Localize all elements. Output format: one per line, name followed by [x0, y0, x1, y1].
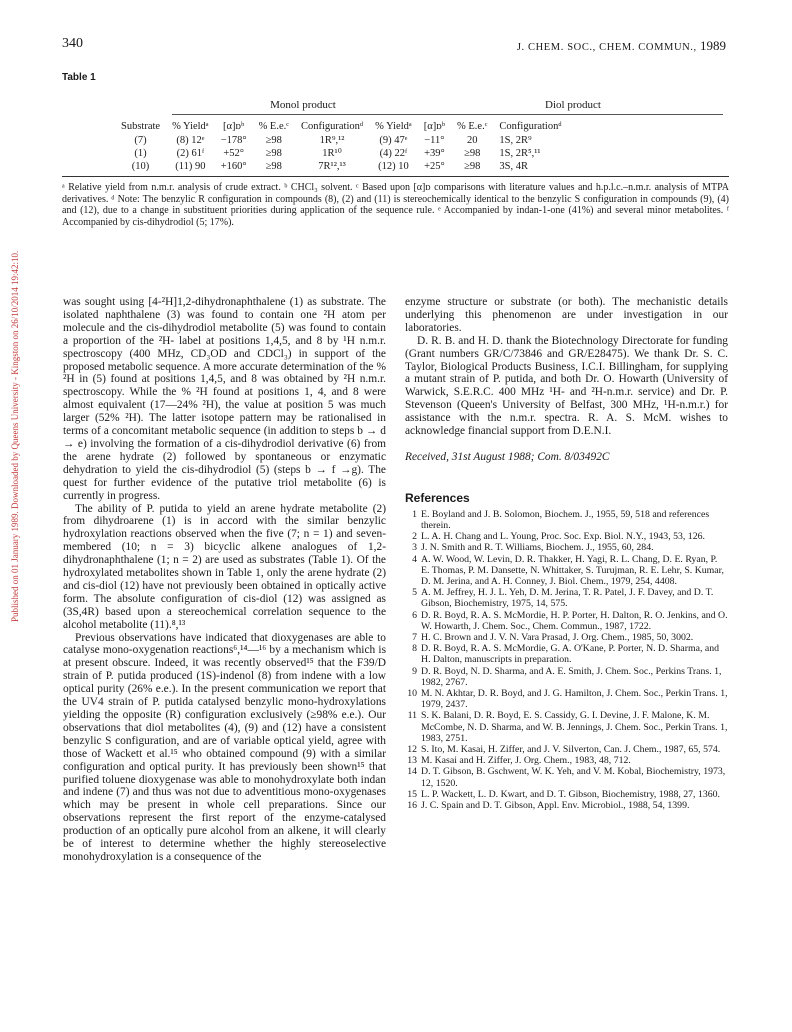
column-header: % Yieldᵃ	[172, 120, 209, 132]
reference-item	[405, 744, 728, 755]
reference-item	[405, 531, 728, 542]
column-header: % E.e.ᶜ	[258, 120, 289, 132]
table-row	[115, 160, 568, 173]
data-table	[115, 118, 568, 173]
column-header: Configurationᵈ	[300, 120, 364, 132]
reference-text: D. T. Gibson, B. Gschwent, W. K. Yeh, and V. M. Kobal, Biochemistry, 1973, 12, 1520.	[421, 766, 726, 789]
reference-text: A. M. Jeffrey, H. J. L. Yeh, D. M. Jerina, T. R. Patel, J. F. Davey, and D. T. Gibson, Biochemistry, 1975, 14, 575.	[421, 587, 714, 610]
group-header-diol: Diol product	[545, 99, 601, 111]
table-cell: 1S, 2R⁵,¹¹	[499, 148, 541, 159]
column-header: % Yieldᵃ	[375, 120, 412, 132]
group-rule-diol	[433, 114, 723, 115]
reference-number: 3	[412, 542, 417, 554]
table-caption: Table 1	[62, 72, 96, 83]
table-cell: 1R⁹,¹²	[319, 135, 345, 146]
column-header: [α]ᴅᵇ	[423, 120, 446, 132]
reference-number: 15	[407, 788, 417, 800]
reference-text: D. R. Boyd, R. A. S. McMordie, H. P. Porter, H. Dalton, R. O. Jenkins, and O. W. Howarth, J. Chem. Soc., Chem. Commun., 1987, 1722.	[421, 609, 728, 632]
reference-text: S. Ito, M. Kasai, H. Ziffer, and J. V. Silverton, Can. J. Chem., 1987, 65, 574.	[421, 744, 721, 756]
reference-item	[405, 542, 728, 553]
table-cell: (7)	[134, 135, 147, 146]
table-cell: ≥98	[265, 135, 282, 146]
right-column	[405, 296, 728, 811]
reference-number: 9	[412, 665, 417, 677]
reference-number: 4	[412, 553, 417, 565]
table-cell: 20	[466, 135, 478, 146]
reference-text: J. N. Smith and R. T. Williams, Biochem. J., 1955, 60, 284.	[421, 542, 654, 554]
group-header-monol: Monol product	[270, 99, 336, 111]
reference-item	[405, 710, 728, 744]
reference-text: L. A. H. Chang and L. Young, Proc. Soc. Exp. Biol. N.Y., 1943, 53, 126.	[421, 531, 705, 543]
table-cell: ≥98	[464, 161, 481, 172]
reference-number: 13	[407, 755, 417, 767]
acknowledgements: D. R. B. and H. D. thank the Biotechnology Directorate for funding (Grant numbers GR/C/73846 and GR/E28475). We thank Dr. S. C. Taylor, Biological Products Business, I.C.I. Billingham, for supplying a mutant strain of P. putida, and both Dr. O. Howarth (University of Warwick, S.E.R.C. 400 MHz ¹H- and ²H-n.m.r. service) and Dr. P. Stevenson (Queen's University of Belfast, 300 MHz, ¹H-n.m.r.) for assistance with the n.m.r. spectra. R. A. S. McM. wishes to acknowledge financial support from D.E.N.I.	[405, 334, 728, 438]
body-paragraph: enzyme structure or substrate (or both). The mechanistic details underlying this phenomenon are under investigation in our laboratories.	[405, 296, 728, 334]
group-rule-monol	[172, 114, 434, 115]
table-cell: +25°	[424, 161, 445, 172]
reference-text: H. C. Brown and J. V. N. Vara Prasad, J. Org. Chem., 1985, 50, 3002.	[421, 632, 694, 644]
table-cell: (8) 12ᵉ	[176, 135, 205, 146]
body-paragraph: was sought using [4-²H]1,2-dihydronaphthalene (1) as substrate. The isolated naphthalene (3) was found to contain one ²H atom per molecule and the cis-dihydrodiol metabolite (5) was found to contain a proportion of the ²H- label at positions 1,4,5, and 8 by ¹H n.m.r. spectroscopy (400 MHz, CD₃OD and CDCl₃) in support of the proposed metabolic sequence. A more accurate determination of the % ²H in (5) found at positions 1,4,5, and 8 was obtained by ²H n.m.r. spectroscopy. While the % ²H found at positions 1, 4, and 8 were almost equivalent (17—24% ²H), the value at position 5 was much larger (52% ²H). The latter isotope pattern may be rationalised in terms of a concomitant metabolic sequence (in addition to steps b → d → e) involving the formation of a cis-dihydrodiol derivative (6) from the arene hydrate (2) followed by spontaneous or enzymatic dehydration to yield the cis-dihydrodiol (5) (steps b → f →g). The quest for further evidence of the putative triol metabolite (6) is currently in progress.	[63, 296, 386, 502]
table-cell: (2) 61ᶠ	[176, 148, 205, 159]
column-header: Configurationᵈ	[499, 120, 562, 132]
column-header: Substrate	[121, 120, 161, 132]
reference-list	[405, 509, 728, 811]
table-cell: 7R¹²,¹³	[318, 161, 346, 172]
reference-number: 16	[407, 800, 417, 812]
reference-text: M. N. Akhtar, D. R. Boyd, and J. G. Hamilton, J. Chem. Soc., Perkin Trans. 1, 1979, 2437.	[421, 688, 728, 711]
reference-item	[405, 800, 728, 811]
reference-item	[405, 587, 728, 609]
reference-item	[405, 789, 728, 800]
provenance-text: Published on 01 January 1989. Downloaded by Queens University - Kingston on 26/10/2014 19:42:10.	[10, 250, 20, 622]
reference-text: A. W. Wood, W. Levin, D. R. Thakker, H. Yagi, R. L. Chang, D. E. Ryan, P. E. Thomas, P. M. Dansette, N. Whittaker, S. Turujman, R. E. Lehr, S. Kumar, D. M. Jerina, and A. H. Conney, J. Biol. Chem., 1979, 254, 4408.	[421, 553, 724, 587]
running-head	[517, 38, 726, 54]
reference-number: 7	[412, 632, 417, 644]
reference-text: L. P. Wackett, L. D. Kwart, and D. T. Gibson, Biochemistry, 1988, 27, 1360.	[421, 788, 720, 800]
journal-name: J. CHEM. SOC., CHEM. COMMUN.,	[516, 42, 697, 53]
reference-number: 8	[412, 643, 417, 655]
received-date: Received, 31st August 1988; Com. 8/03492C	[405, 450, 610, 463]
reference-text: M. Kasai and H. Ziffer, J. Org. Chem., 1983, 48, 712.	[421, 755, 631, 767]
reference-item	[405, 688, 728, 710]
table-cell: 1S, 2R⁹	[499, 135, 532, 146]
table-cell: ≥98	[464, 148, 481, 159]
table-cell: (1)	[134, 148, 147, 159]
reference-number: 10	[407, 688, 417, 700]
table-cell: (4) 22ᶠ	[379, 148, 408, 159]
table-bottom-rule	[62, 176, 729, 177]
reference-number: 11	[407, 710, 417, 722]
references-heading: References	[405, 490, 470, 505]
reference-number: 12	[407, 744, 417, 756]
reference-item	[405, 643, 728, 665]
reference-text: E. Boyland and J. B. Solomon, Biochem. J., 1955, 59, 518 and references therein.	[421, 508, 710, 531]
provenance-sidebar	[10, 122, 20, 622]
table-row	[115, 134, 568, 147]
table-cell: 3S, 4R	[499, 161, 528, 172]
reference-item	[405, 666, 728, 688]
table-cell: +160°	[220, 161, 247, 172]
table-cell: −178°	[220, 135, 247, 146]
column-header: % E.e.ᶜ	[457, 120, 488, 132]
reference-text: D. R. Boyd, N. D. Sharma, and A. E. Smith, J. Chem. Soc., Perkins Trans. 1, 1982, 2767.	[421, 665, 722, 688]
reference-item	[405, 610, 728, 632]
table-cell: ≥98	[265, 148, 282, 159]
table-cell: (12) 10	[378, 161, 409, 172]
table-header-row	[115, 118, 568, 134]
body-paragraph: The ability of P. putida to yield an arene hydrate metabolite (2) from dihydroarene (1) is in accord with the similar benzylic hydroxylation reactions observed when the five (7; n = 1) and seven-membered (10; n = 3) bicyclic alkene analogues of 1,2-dihydronaphthalene (1; n = 2) are used as substrates (Table 1). Of the hydroxylated metabolites shown in Table 1, only the arene hydrate (2) and cis-diol (12) have not previously been obtained in optically active form. The absolute configuration of cis-diol (12) was assigned as (3S,4R) based upon a stereochemical correlation sequence to the alcohol metabolite (11).⁸,¹³	[63, 502, 386, 631]
page-number: 340	[62, 36, 83, 51]
table-cell: (11) 90	[175, 161, 206, 172]
reference-text: D. R. Boyd, R. A. S. McMordie, G. A. O'Kane, P. Porter, N. D. Sharma, and H. Dalton, manuscripts in preparation.	[421, 643, 719, 666]
table-cell: (9) 47ᵉ	[379, 135, 408, 146]
left-column	[63, 296, 386, 864]
reference-text: J. C. Spain and D. T. Gibson, Appl. Env. Microbiol., 1988, 54, 1399.	[421, 800, 690, 812]
body-paragraph: Previous observations have indicated that dioxygenases are able to catalyse mono-oxygenation reactions⁶,¹⁴—¹⁶ by a mechanism which is at present obscure. Indeed, it was recently observed¹⁵ that the F39/D strain of P. putida produced (1S)-indenol (8) from indene with a low optical purity (26% e.e.). In the present communication we report that the UV4 strain of P. putida catalysed benzylic mono-hydroxylations yielding the opposite (R) configuration exclusively (≥98% e.e.). Our observations that diol metabolites (4), (9) and (12) have a consistent benzylic S configuration, and are of variable optical yield, agree with those of Wackett et al.¹⁵ who obtained compound (9) with a similar configuration and optical purity. It has previously been shown¹⁵ that purified toluene dioxygenase was able to monohydroxylate both indan and indene (7) and thus was not due to adventitious mono-oxygenases which may be present in whole cell preparations. Since our observations represent the first report of the enzyme-catalysed production of an optically pure alcohol from an alkene, it will clearly be of interest to determine whether the highly stereoselective monohydroxylation is a consequence of the	[63, 631, 386, 863]
reference-text: S. K. Balani, D. R. Boyd, E. S. Cassidy, G. I. Devine, J. F. Malone, K. M. McCombe, N. D. Sharma, and W. B. Jennings, J. Chem. Soc., Perkin Trans. 1, 1983, 2751.	[421, 710, 728, 744]
reference-number: 5	[412, 587, 417, 599]
table-row	[115, 147, 568, 160]
reference-item	[405, 755, 728, 766]
table-cell: (10)	[131, 161, 150, 172]
reference-item	[405, 632, 728, 643]
table-cell: 1R¹⁰	[322, 148, 342, 159]
journal-year: 1989	[700, 38, 726, 53]
column-header: [α]ᴅᵇ	[222, 120, 245, 132]
reference-item	[405, 766, 728, 788]
reference-item	[405, 509, 728, 531]
table-footnotes: ᵃ Relative yield from n.m.r. analysis of crude extract. ᵇ CHCl₃ solvent. ᶜ Based upon [α]ᴅ comparisons with literature values and h.p.l.c.–n.m.r. analysis of MTPA derivatives. ᵈ Note: The benzylic R configuration in compounds (8), (2) and (11) is stereochemically identical to the benzylic S configuration in compounds (9), (4) and (12), due to a change in substituent priorities during application of the sequence rule. ᵉ Accompanied by indan-1-one (41%) and several minor metabolites. ᶠ Accompanied by cis-dihydrodiol (5; 17%).	[62, 182, 729, 228]
reference-number: 14	[407, 766, 417, 778]
reference-number: 6	[412, 609, 417, 621]
reference-item	[405, 554, 728, 588]
table-cell: +39°	[424, 148, 445, 159]
table-cell: +52°	[223, 148, 244, 159]
reference-number: 1	[412, 508, 417, 520]
reference-number: 2	[412, 531, 417, 543]
table-cell: ≥98	[265, 161, 282, 172]
table-cell: −11°	[424, 135, 445, 146]
